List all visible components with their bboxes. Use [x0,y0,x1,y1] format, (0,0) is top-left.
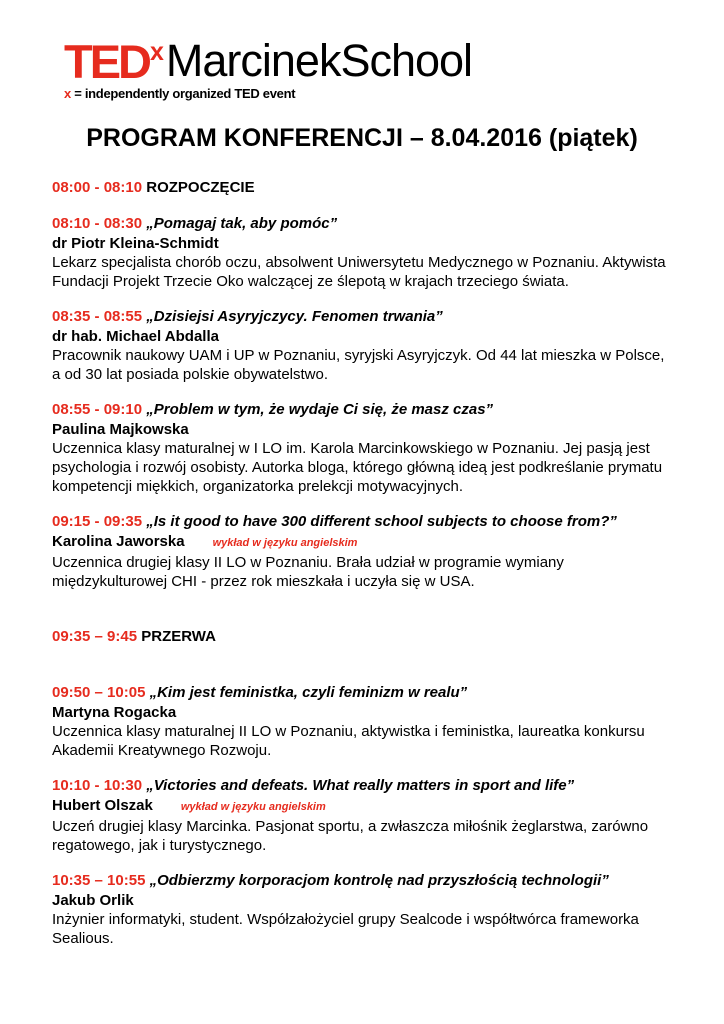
talk-title: „Pomagaj tak, aby pomóc” [142,215,338,232]
program-time: 09:50 – 10:05 [52,684,146,701]
speaker-description: Uczeń drugiej klasy Marcinka. Pasjonat sportu, a zwłaszcza miłośnik żeglarstwa, zarówno regatowego, jak i turystycznego. [52,818,649,854]
tedx-logo [64,35,473,88]
speaker-name: dr Piotr Kleina-Schmidt [52,235,219,252]
speaker-description: Uczennica drugiej klasy II LO w Poznaniu. Brała udział w programie wymiany międzykulturowej CHI - przez rok mieszkała i uczyła się w USA. [52,554,564,590]
talk-title: „Is it good to have 300 different school subjects to choose from?” [142,513,617,530]
language-note: wykład w języku angielskim [180,801,326,813]
program-item-talk [52,871,672,948]
program-label: PRZERWA [137,628,216,645]
program-time: 08:55 - 09:10 [52,401,143,418]
program-item-break [52,627,672,647]
program-time: 10:35 – 10:55 [52,872,146,889]
speaker-name: Karolina Jaworska [52,533,185,550]
program-label: ROZPOCZĘCIE [142,179,255,196]
program-time: 10:10 - 10:30 [52,777,143,794]
tagline-text: = independently organized TED event [70,86,296,101]
talk-title: „Kim jest feministka, czyli feminizm w realu” [145,684,468,701]
program-list [52,178,672,964]
program-item-talk [52,214,672,291]
speaker-row [52,796,672,817]
speaker-description: Uczennica klasy maturalnej w I LO im. Karola Marcinkowskiego w Poznaniu. Jej pasją jest psychologia i rozwój osobisty. Autorka bloga, którego główną ideą jest podkreślanie prymatu kompetencji miękkich, organizatorka prelekcji motywacyjnych. [52,440,663,495]
logo-event-name: MarcinekSchool [165,35,473,86]
language-note: wykład w języku angielskim [212,537,358,549]
talk-title: „Problem w tym, że wydaje Ci się, że masz czas” [142,401,494,418]
program-item-talk [52,776,672,855]
logo-ted-text: TED [64,35,149,88]
program-item-talk [52,307,672,384]
program-item-opening [52,178,672,198]
speaker-description: Lekarz specjalista chorób oczu, absolwent Uniwersytetu Medycznego w Poznaniu. Aktywista Fundacji Projekt Trzecie Oko walczącej ze ślepotą w krajach trzeciego świata. [52,254,666,290]
program-time: 09:35 – 9:45 [52,628,138,645]
tagline-x: x [64,86,71,101]
speaker-description: Pracownik naukowy UAM i UP w Poznaniu, syryjski Asyryjczyk. Od 44 lat mieszka w Polsce, a od 30 lat posiada polskie obywatelstwo. [52,347,665,383]
talk-title: „Dzisiejsi Asyryjczycy. Fenomen trwania” [142,308,443,325]
talk-title: „Victories and defeats. What really matters in sport and life” [142,777,575,794]
speaker-name: Jakub Orlik [52,892,134,909]
speaker-description: Uczennica klasy maturalnej II LO w Poznaniu, aktywistka i feministka, laureatka konkursu Akademii Kreatywnego Rozwoju. [52,723,645,759]
talk-title: „Odbierzmy korporacjom kontrolę nad przyszłością technologii” [145,872,609,889]
logo-x-superscript: x [150,38,164,66]
speaker-name: Paulina Majkowska [52,421,189,438]
program-time: 09:15 - 09:35 [52,513,143,530]
program-item-talk [52,683,672,760]
tagline [64,86,472,101]
speaker-name: dr hab. Michael Abdalla [52,328,219,345]
program-time: 08:10 - 08:30 [52,215,143,232]
speaker-name: Martyna Rogacka [52,704,177,721]
program-item-talk [52,400,672,496]
program-item-talk [52,512,672,591]
page-title: PROGRAM KONFERENCJI – 8.04.2016 (piątek) [86,124,638,152]
program-time: 08:35 - 08:55 [52,308,143,325]
speaker-description: Inżynier informatyki, student. Współzałożyciel grupy Sealcode i współtwórca frameworka Sealious. [52,911,639,947]
speaker-row [52,532,672,553]
event-header [64,35,473,101]
speaker-name: Hubert Olszak [52,797,153,814]
program-time: 08:00 - 08:10 [52,179,143,196]
